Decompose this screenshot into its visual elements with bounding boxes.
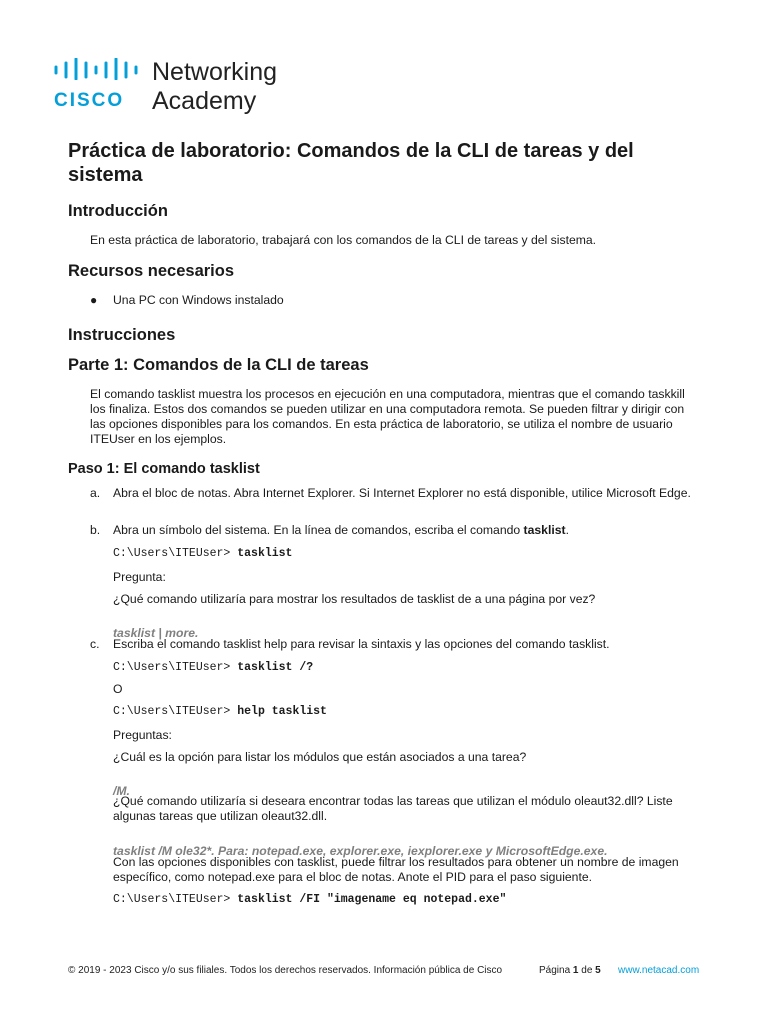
- item-c-marker: c.: [90, 637, 100, 651]
- answer-text: tasklist | more.: [113, 626, 199, 641]
- cisco-networking-academy-logo: [53, 58, 313, 118]
- bullet-icon: ●: [90, 293, 98, 307]
- logo-networking-text: Networking: [152, 58, 278, 86]
- answer-oleaut32: tasklist /M ole32*. Para: notepad.exe, explorer.exe, iexplorer.exe y MicrosoftEdge.exe.: [113, 844, 608, 859]
- step1-heading: Paso 1: El comando tasklist: [68, 461, 260, 477]
- item-a-marker: a.: [90, 486, 101, 500]
- item-b-command: tasklist: [523, 523, 566, 537]
- questions-label: Preguntas:: [113, 728, 172, 742]
- item-a-text: Abra el bloc de notas. Abra Internet Explorer. Si Internet Explorer no está disponible, utilice Microsoft Edge.: [113, 486, 691, 500]
- or-text: O: [113, 682, 123, 696]
- question-modules: ¿Cuál es la opción para listar los módulos que están asociados a una tarea?: [113, 750, 527, 764]
- answer-modules: /M.: [113, 784, 130, 799]
- instructions-heading: Instrucciones: [68, 326, 176, 344]
- logo-academy-text: Academy: [152, 87, 257, 115]
- intro-heading: Introducción: [68, 202, 168, 220]
- question-text: ¿Qué comando utilizaría para mostrar los resultados de tasklist de a una página por vez?: [113, 592, 596, 606]
- question-oleaut32: ¿Qué comando utilizaría si deseara encontrar todas las tareas que utilizan el módulo oleaut32.dll? Liste algunas tareas que utilizan oleaut32.dll.: [113, 794, 673, 823]
- intro-text: En esta práctica de laboratorio, trabajará con los comandos de la CLI de tareas y del sistema.: [90, 233, 597, 247]
- document-title: Práctica de laboratorio: Comandos de la CLI de tareas y del sistema: [68, 140, 634, 186]
- code-tasklist-help: C:\Users\ITEUser> tasklist /?: [113, 661, 314, 674]
- code-help-tasklist: C:\Users\ITEUser> help tasklist: [113, 705, 327, 718]
- code-tasklist: C:\Users\ITEUser> tasklist: [113, 547, 293, 560]
- footer-website-link[interactable]: www.netacad.com: [618, 965, 700, 976]
- part1-text: El comando tasklist muestra los procesos en ejecución en una computadora, mientras que el comando taskkill los finaliza. Estos dos comandos se pueden utilizar en una computadora remota. Se pueden filtrar y dirigir con las opciones disponibles para los comandos. En esta práctica de laboratorio, se utiliza el nombre de usuario ITEUser en los ejemplos.: [90, 387, 685, 446]
- footer-copyright: © 2019 - 2023 Cisco y/o sus filiales. Todos los derechos reservados. Información pública de Cisco: [68, 965, 503, 976]
- footer-page-number: Página 1 de 5: [539, 965, 601, 976]
- item-c-text: Escriba el comando tasklist help para revisar la sintaxis y las opciones del comando tasklist.: [113, 637, 610, 651]
- part1-heading: Parte 1: Comandos de la CLI de tareas: [68, 356, 369, 374]
- item-b-text: Abra un símbolo del sistema. En la línea de comandos, escriba el comando tasklist.: [113, 523, 569, 537]
- resource-item: Una PC con Windows instalado: [113, 293, 284, 307]
- filter-text: Con las opciones disponibles con tasklist, puede filtrar los resultados para obtener un nombre de imagen específico, como notepad.exe para el bloc de notas. Anote el PID para el paso siguiente.: [113, 855, 679, 884]
- resources-heading: Recursos necesarios: [68, 262, 235, 280]
- cisco-wordmark: CISCO: [54, 90, 125, 111]
- question-label: Pregunta:: [113, 570, 166, 584]
- item-b-marker: b.: [90, 523, 101, 537]
- code-tasklist-filter: C:\Users\ITEUser> tasklist /FI "imagename eq notepad.exe": [113, 893, 507, 906]
- cisco-bars-icon: [53, 58, 145, 80]
